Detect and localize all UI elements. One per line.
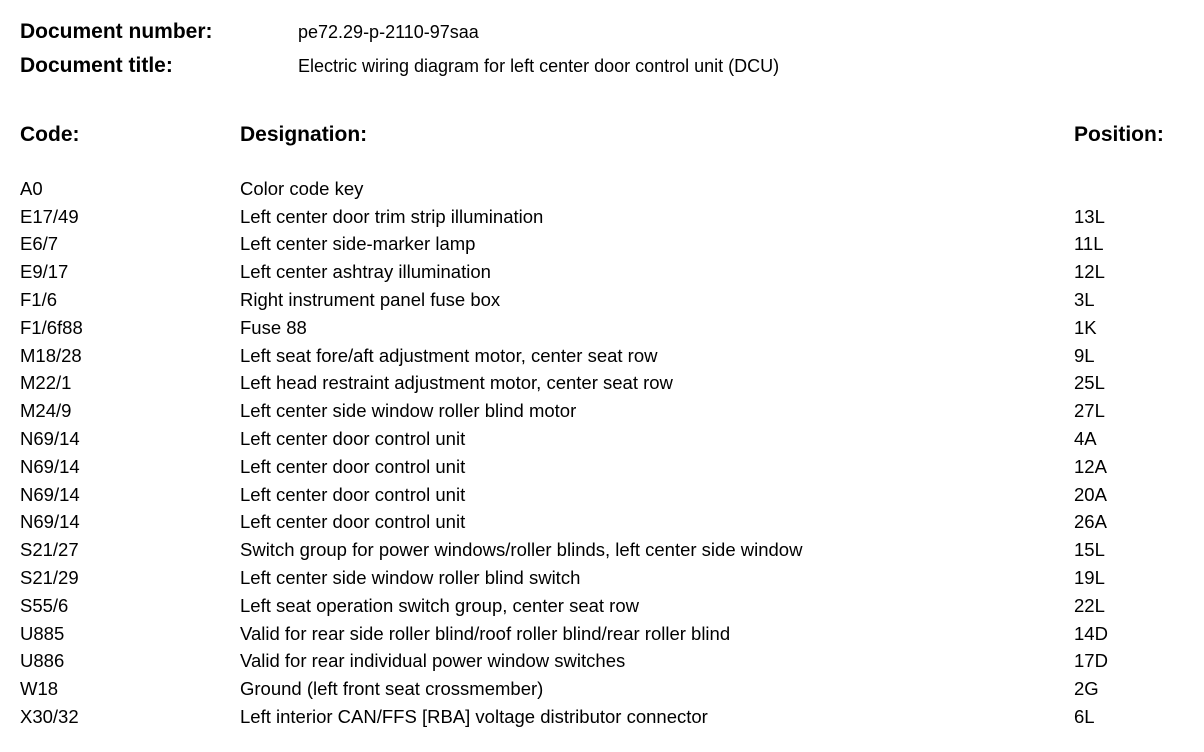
cell-code: S55/6 xyxy=(20,594,69,616)
cell-designation: Left center door control unit xyxy=(240,428,466,450)
cell-code: N69/14 xyxy=(20,483,80,505)
cell-designation: Left center side-marker lamp xyxy=(240,233,476,255)
cell-code: X30/32 xyxy=(20,706,79,728)
table-row xyxy=(20,231,1190,259)
cell-designation: Left seat operation switch group, center seat row xyxy=(240,594,639,616)
cell-code: M24/9 xyxy=(20,400,72,422)
cell-position: 1K xyxy=(1074,316,1097,338)
cell-designation: Valid for rear side roller blind/roof roller blind/rear roller blind xyxy=(240,622,731,644)
cell-position: 26A xyxy=(1074,511,1107,533)
cell-position: 25L xyxy=(1074,372,1105,394)
table-row xyxy=(20,258,1190,286)
cell-position: 22L xyxy=(1074,594,1105,616)
table-row xyxy=(20,564,1190,592)
cell-designation: Left center door trim strip illumination xyxy=(240,205,544,227)
cell-designation: Valid for rear individual power window switches xyxy=(240,650,626,672)
cell-position: 14D xyxy=(1074,622,1108,644)
table-row xyxy=(20,425,1190,453)
cell-code: E17/49 xyxy=(20,205,79,227)
cell-position: 11L xyxy=(1074,233,1104,255)
cell-code: A0 xyxy=(20,177,43,199)
cell-designation: Ground (left front seat crossmember) xyxy=(240,678,544,700)
cell-designation: Left head restraint adjustment motor, center seat row xyxy=(240,372,673,394)
cell-position: 9L xyxy=(1074,344,1095,366)
cell-designation: Switch group for power windows/roller blinds, left center side window xyxy=(240,539,803,561)
cell-code: E9/17 xyxy=(20,261,69,283)
table-row xyxy=(20,675,1190,703)
header-code: Code: xyxy=(20,123,80,146)
table-row xyxy=(20,203,1190,231)
cell-position: 27L xyxy=(1074,400,1105,422)
document-number-label: Document number: xyxy=(20,20,213,43)
cell-designation: Left center door control unit xyxy=(240,455,466,477)
cell-position: 15L xyxy=(1074,539,1105,561)
cell-position: 2G xyxy=(1074,678,1099,700)
cell-position: 13L xyxy=(1074,205,1105,227)
cell-code: M22/1 xyxy=(20,372,72,394)
table-row xyxy=(20,286,1190,314)
cell-designation: Left center side window roller blind switch xyxy=(240,567,581,589)
document-number-row xyxy=(20,20,779,54)
cell-position: 12A xyxy=(1074,455,1107,477)
cell-designation: Left center side window roller blind motor xyxy=(240,400,577,422)
table-header xyxy=(20,123,1190,157)
cell-position: 20A xyxy=(1074,483,1107,505)
cell-designation: Left seat fore/aft adjustment motor, center seat row xyxy=(240,344,658,366)
table-row xyxy=(20,620,1190,648)
cell-position: 12L xyxy=(1074,261,1105,283)
document-meta xyxy=(20,20,779,88)
table-row xyxy=(20,481,1190,509)
cell-designation: Left interior CAN/FFS [RBA] voltage distributor connector xyxy=(240,706,708,728)
header-position: Position: xyxy=(1074,123,1164,146)
table-row xyxy=(20,175,1190,203)
cell-designation: Right instrument panel fuse box xyxy=(240,289,501,311)
cell-code: N69/14 xyxy=(20,428,80,450)
table-row xyxy=(20,370,1190,398)
cell-position: 4A xyxy=(1074,428,1097,450)
table-row xyxy=(20,314,1190,342)
cell-position: 6L xyxy=(1074,706,1095,728)
cell-designation: Fuse 88 xyxy=(240,316,307,338)
document-number-value: pe72.29-p-2110-97saa xyxy=(298,22,479,42)
document-title-value: Electric wiring diagram for left center door control unit (DCU) xyxy=(298,56,780,76)
cell-code: F1/6f88 xyxy=(20,316,83,338)
cell-code: S21/29 xyxy=(20,567,79,589)
table-row xyxy=(20,536,1190,564)
table-row xyxy=(20,397,1190,425)
table-row xyxy=(20,509,1190,537)
cell-code: N69/14 xyxy=(20,511,80,533)
cell-position: 17D xyxy=(1074,650,1108,672)
cell-position: 3L xyxy=(1074,289,1095,311)
component-table xyxy=(20,123,1190,731)
cell-code: U886 xyxy=(20,650,65,672)
cell-code: W18 xyxy=(20,678,59,700)
table-body xyxy=(20,175,1190,731)
cell-code: F1/6 xyxy=(20,289,58,311)
cell-code: N69/14 xyxy=(20,455,80,477)
table-row xyxy=(20,453,1190,481)
cell-designation: Color code key xyxy=(240,177,364,199)
document-title-row xyxy=(20,54,779,88)
cell-code: U885 xyxy=(20,622,65,644)
cell-designation: Left center door control unit xyxy=(240,511,466,533)
document-title-label: Document title: xyxy=(20,54,173,77)
table-row xyxy=(20,342,1190,370)
table-row xyxy=(20,592,1190,620)
table-row xyxy=(20,648,1190,676)
cell-designation: Left center door control unit xyxy=(240,483,466,505)
cell-code: S21/27 xyxy=(20,539,79,561)
cell-code: E6/7 xyxy=(20,233,59,255)
cell-code: M18/28 xyxy=(20,344,82,366)
cell-designation: Left center ashtray illumination xyxy=(240,261,491,283)
header-designation: Designation: xyxy=(240,123,368,146)
table-row xyxy=(20,703,1190,731)
cell-position: 19L xyxy=(1074,567,1105,589)
